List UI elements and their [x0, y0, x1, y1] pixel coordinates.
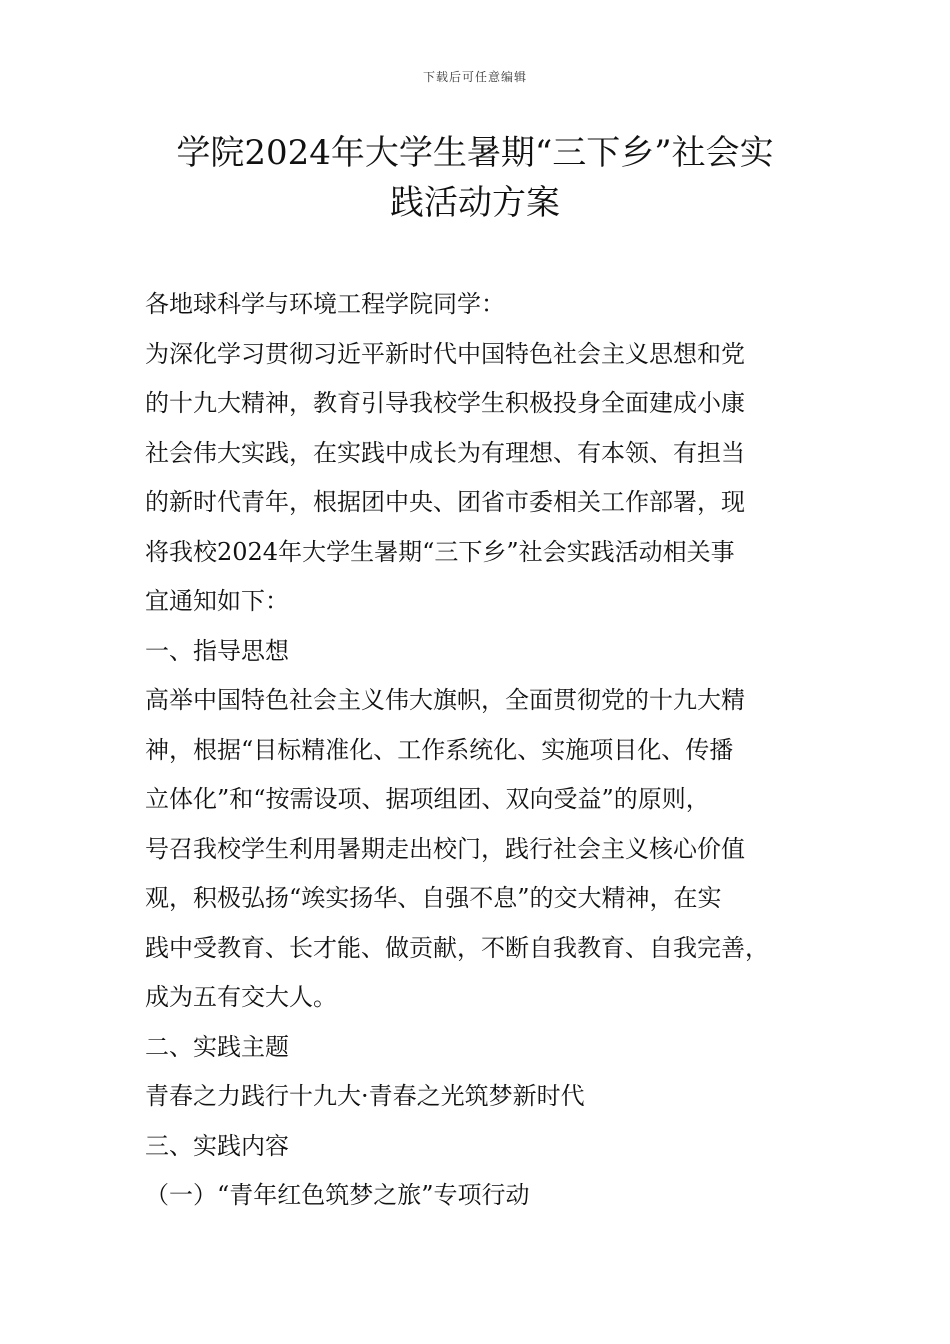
document-body [145, 280, 815, 1221]
section-2-heading [145, 1023, 815, 1073]
document-title [120, 128, 830, 228]
intro-line: 宜通知如下： [145, 587, 289, 615]
section-heading: 二、实践主题 [145, 1032, 289, 1061]
intro-paragraph [145, 330, 815, 627]
section-2-theme [145, 1072, 815, 1122]
section-3-sub-1 [145, 1171, 815, 1221]
section-heading: 一、指导思想 [145, 636, 289, 665]
title-line-2: 践活动方案 [390, 183, 560, 223]
title-line-1: 学院2024年大学生暑期“三下乡”社会实 [176, 133, 774, 173]
header-note: 下载后可任意编辑 [422, 70, 527, 84]
intro-line: 的新时代青年，根据团中央、团省市委相关工作部署，现 [145, 488, 745, 516]
section-1-line: 神，根据“目标精准化、工作系统化、实施项目化、传播 [145, 735, 734, 764]
salutation [145, 280, 815, 330]
salutation-line: 各地球科学与环境工程学院同学： [145, 290, 505, 318]
section-1-heading [145, 627, 815, 677]
intro-line: 将我校2024年大学生暑期“三下乡”社会实践活动相关事 [145, 537, 735, 566]
section-1-line: 号召我校学生利用暑期走出校门，践行社会主义核心价值 [145, 834, 745, 863]
section-1-line: 践中受教育、长才能、做贡献，不断自我教育、自我完善， [145, 933, 769, 962]
section-1-line: 高举中国特色社会主义伟大旗帜，全面贯彻党的十九大精 [145, 686, 745, 714]
intro-line: 为深化学习贯彻习近平新时代中国特色社会主义思想和党 [145, 339, 745, 368]
section-3-heading [145, 1122, 815, 1172]
intro-line: 社会伟大实践，在实践中成长为有理想、有本领、有担当 [145, 438, 745, 467]
section-heading: 三、实践内容 [145, 1131, 289, 1160]
section-1-line: 观，积极弘扬“竢实扬华、自强不息”的交大精神，在实 [145, 884, 722, 912]
theme-line: 青春之力践行十九大·青春之光筑梦新时代 [145, 1082, 585, 1110]
section-1-line: 成为五有交大人。 [145, 983, 337, 1011]
intro-line: 的十九大精神，教育引导我校学生积极投身全面建成小康 [145, 389, 745, 417]
subsection-heading: （一）“青年红色筑梦之旅”专项行动 [145, 1181, 530, 1209]
section-1-paragraph [145, 676, 815, 1023]
section-1-line: 立体化”和“按需设项、据项组团、双向受益”的原则， [145, 785, 710, 813]
